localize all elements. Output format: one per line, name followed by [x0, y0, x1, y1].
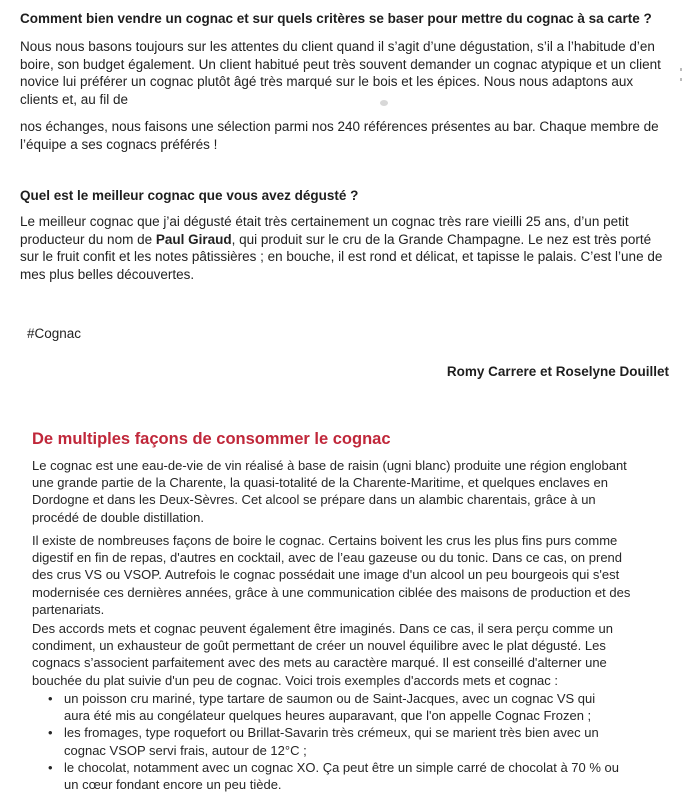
answer-1-part-1: Nous nous basons toujours sur les attentes du client quand il s’agit d’une dégustation, s’il a l’habitude d’en boire, son budget également. Un client habitué peut très souvent demander un cognac atypique et un client novice lui préférer un cognac plutôt âgé très marqué sur le bois et les épices. Nous nous adaptons aux clients et, au fil de [20, 39, 661, 107]
list-item [46, 690, 620, 724]
bullet-icon: • [48, 759, 53, 775]
answer-2-text-before: Le meilleur cognac que j’ai dégusté était très certainement un cognac très rare vieilli 25 ans, d’un petit producteur du nom de [20, 214, 629, 247]
article-paragraph-2: Il existe de nombreuses façons de boire le cognac. Certains boivent les crus les plus fins purs comme digestif en fin de repas, d'autres en cocktail, avec de l’eau gazeuse ou du tonic. Dans ce cas, on prend des crus VS ou VSOP. Autrefois le cognac possédait une image d'un alcool un peu bourgeois qui s'est modernisée ces dernières années, grâce à une communication ciblée des maisons de production et des partenariats. [32, 533, 631, 617]
answer-2 [20, 213, 672, 283]
article-paragraph-3: Des accords mets et cognac peuvent également être imaginés. Dans ce cas, il sera perçu comme un condiment, un exhausteur de goût permettant de créer un nouvel équilibre avec le plat dégusté. Les cognacs s’associent parfaitement avec des mets au caractère marqué. Il est conseillé d'alterner une bouchée du plat suivie d'un peu de cognac. Voici trois exemples d'accords mets et cognac : [32, 621, 613, 688]
bullet-icon: • [48, 691, 53, 706]
list-item [46, 724, 620, 758]
list-item-text: les fromages, type roquefort ou Brillat-Savarin très crémeux, qui se marient très bien avec un cognac VSOP servi frais, autour de 12°C ; [64, 725, 599, 758]
answer-1-part-2: nos échanges, nous faisons une sélection parmi nos 240 références présentes au bar. Chaque membre de l’équipe a ses cognacs préférés ! [20, 119, 659, 152]
pairing-list [46, 690, 620, 793]
producer-name: Paul Giraud [155, 231, 232, 247]
question-2: Quel est le meilleur cognac que vous avez dégusté ? [20, 188, 359, 203]
hashtag: #Cognac [27, 326, 82, 341]
article-heading: De multiples façons de consommer le cognac [32, 430, 391, 448]
list-item-text: le chocolat, notamment avec un cognac XO. Ça peut être un simple carré de chocolat à 70 % ou un cœur fondant encore un peu tiède. [64, 759, 619, 793]
author-byline: Romy Carrere et Roselyne Douillet [446, 364, 669, 379]
article-paragraph-1: Le cognac est une eau-de-vie de vin réalisé à base de raisin (ugni blanc) produite une région englobant une grande partie de la Charente, la quasi-totalité de la Charente-Maritime, et quelques enclaves en Dordogne et dans les Deux-Sèvres. Cet alcool se prépare dans un alambic charentais, grâce à un procédé de double distillation. [32, 458, 627, 525]
list-item [46, 759, 620, 793]
scan-edge-mark [680, 78, 682, 81]
answer-2-text-after: , qui produit sur le cru de la Grande Champagne. Le nez est très porté sur le fruit confit et les notes pâtissières ; en bouche, il est rond et délicat, et tapisse le palais. C’est l’une de mes plus belles découvertes. [20, 231, 663, 282]
scan-smudge [380, 100, 388, 106]
question-1: Comment bien vendre un cognac et sur quels critères se baser pour mettre du cognac à sa carte ? [20, 11, 652, 26]
scan-edge-mark [680, 68, 682, 71]
list-item-text: un poisson cru mariné, type tartare de saumon ou de Saint-Jacques, avec un cognac VS qui aura été mis au congélateur quelques heures auparavant, que l'on appelle Cognac Frozen ; [64, 691, 596, 724]
bullet-icon: • [48, 725, 53, 741]
